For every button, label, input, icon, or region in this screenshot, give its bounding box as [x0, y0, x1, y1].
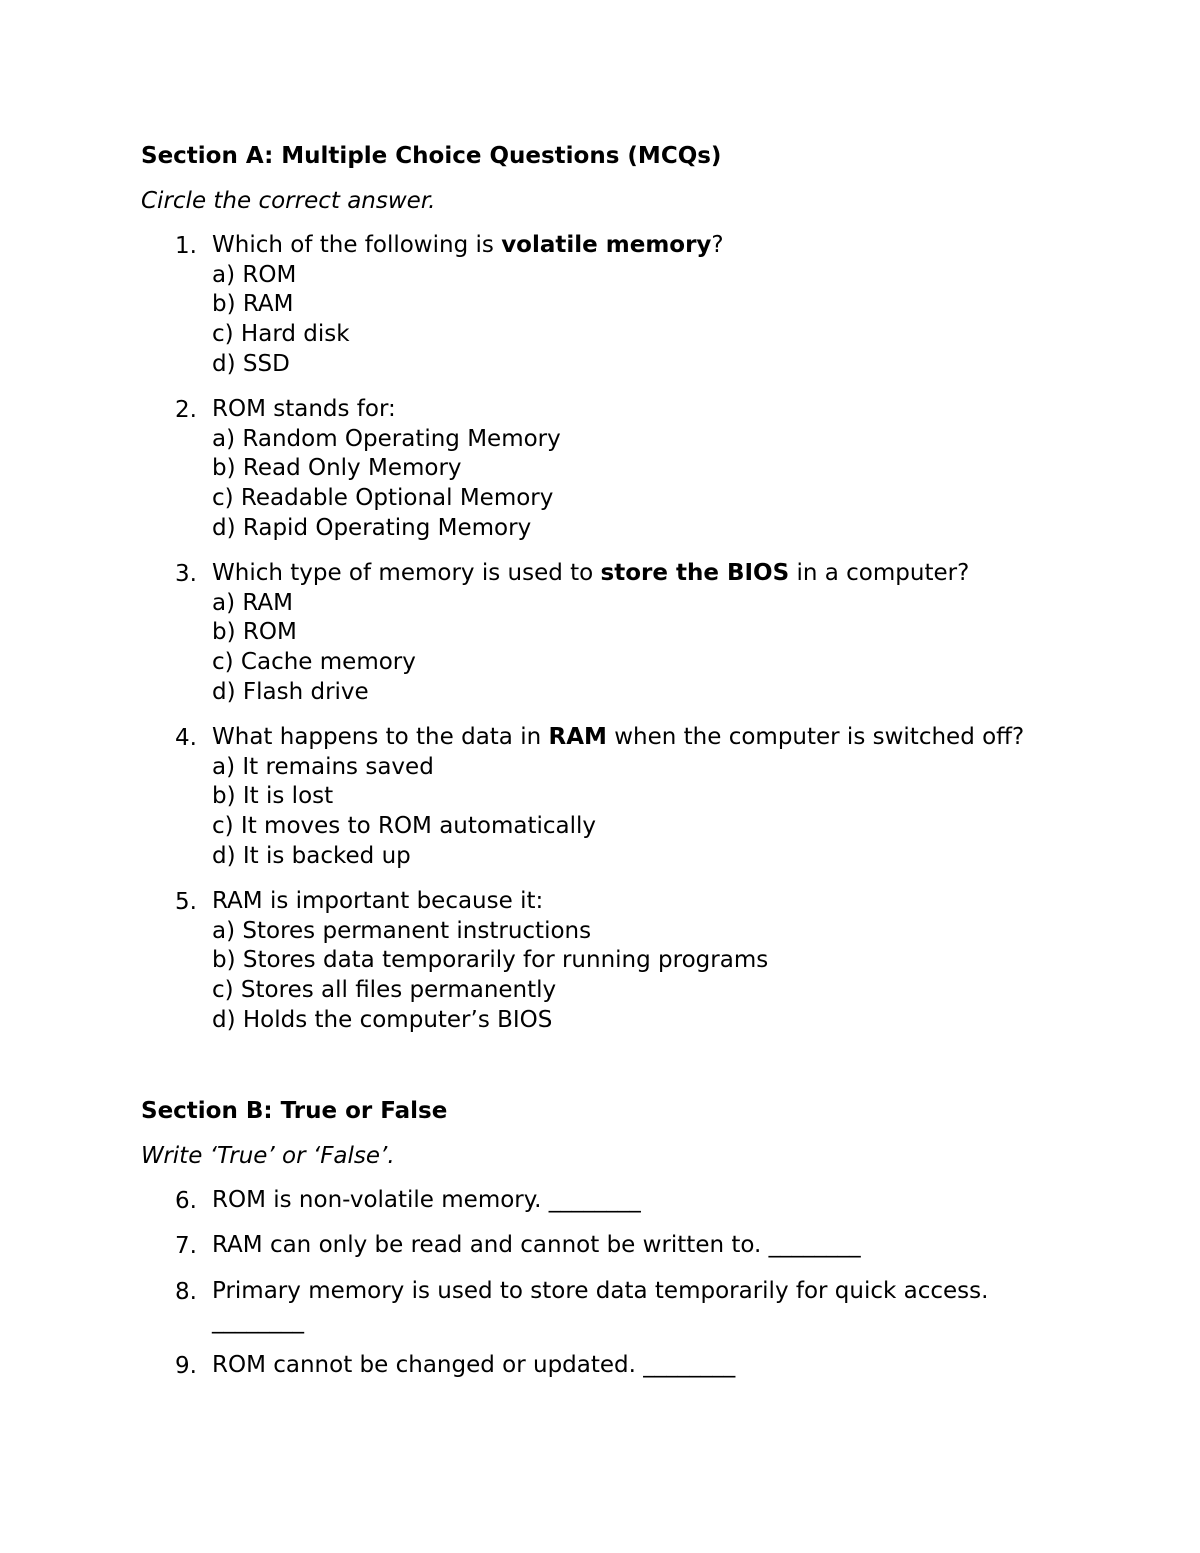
question-body: [212, 231, 1112, 380]
question-stem: [212, 887, 1112, 917]
question-statement: Primary memory is used to store data temporarily for quick access.: [212, 1278, 989, 1304]
stem-text: in a computer?: [789, 560, 970, 586]
option-c[interactable]: c) Cache memory: [212, 649, 416, 676]
option-b[interactable]: b) RAM: [212, 291, 294, 318]
option-a[interactable]: a) ROM: [212, 261, 297, 288]
question-number: 5.: [175, 889, 197, 915]
stem-text: ROM stands for:: [212, 396, 396, 422]
question-body: [212, 1351, 1112, 1381]
option-a[interactable]: a) Random Operating Memory: [212, 425, 561, 452]
stem-text: Which type of memory is used to: [212, 560, 601, 586]
question-body: [212, 723, 1112, 872]
question-number: 1.: [175, 233, 197, 259]
stem-emphasis: volatile memory: [501, 232, 712, 258]
question-body: [212, 1186, 1112, 1216]
option-a[interactable]: a) It remains saved: [212, 753, 434, 780]
section-b-instruction: Write ‘True’ or ‘False’.: [141, 1143, 395, 1169]
option-d[interactable]: d) Holds the computer’s BIOS: [212, 1006, 553, 1033]
stem-emphasis: store the BIOS: [600, 560, 790, 586]
option-c[interactable]: c) It moves to ROM automatically: [212, 813, 597, 840]
question-body: [212, 559, 1112, 708]
option-a[interactable]: a) Stores permanent instructions: [212, 917, 592, 944]
question-statement[interactable]: ROM cannot be changed or updated. ________: [212, 1352, 736, 1378]
option-a[interactable]: a) RAM: [212, 589, 294, 616]
question-number: 6.: [175, 1188, 197, 1214]
option-d[interactable]: d) Flash drive: [212, 678, 369, 705]
stem-text: ?: [711, 232, 724, 258]
option-b[interactable]: b) ROM: [212, 619, 297, 646]
option-d[interactable]: d) Rapid Operating Memory: [212, 514, 532, 541]
question-body: [212, 1231, 1112, 1261]
question-statement[interactable]: RAM can only be read and cannot be written to. ________: [212, 1232, 861, 1258]
question-body: [212, 395, 1112, 544]
section-a-heading: Section A: Multiple Choice Questions (MCQs): [141, 143, 722, 169]
section-b-heading: Section B: True or False: [141, 1098, 448, 1124]
question-number: 3.: [175, 561, 197, 587]
question-stem: [212, 559, 1112, 589]
stem-text: What happens to the data in: [212, 724, 549, 750]
question-number: 8.: [175, 1279, 197, 1305]
stem-text: RAM is important because it:: [212, 888, 544, 914]
question-body: [212, 1277, 1112, 1336]
option-b[interactable]: b) Read Only Memory: [212, 455, 462, 482]
option-b[interactable]: b) It is lost: [212, 783, 334, 810]
option-d[interactable]: d) SSD: [212, 350, 290, 377]
option-b[interactable]: b) Stores data temporarily for running programs: [212, 947, 769, 974]
question-statement[interactable]: ROM is non-volatile memory. ________: [212, 1187, 641, 1213]
option-c[interactable]: c) Hard disk: [212, 321, 350, 348]
question-number: 2.: [175, 397, 197, 423]
stem-text: Which of the following is: [212, 232, 502, 258]
stem-emphasis: RAM: [548, 724, 607, 750]
question-body: [212, 887, 1112, 1036]
question-number: 4.: [175, 725, 197, 751]
question-stem: [212, 723, 1112, 753]
section-a-instruction: Circle the correct answer.: [141, 188, 436, 214]
question-number: 9.: [175, 1353, 197, 1379]
option-d[interactable]: d) It is backed up: [212, 842, 411, 869]
question-stem: [212, 395, 1112, 425]
option-c[interactable]: c) Stores all files permanently: [212, 977, 557, 1004]
stem-text: when the computer is switched off?: [606, 724, 1025, 750]
question-number: 7.: [175, 1233, 197, 1259]
answer-blank[interactable]: ________: [212, 1307, 304, 1334]
question-stem: [212, 231, 1112, 261]
option-c[interactable]: c) Readable Optional Memory: [212, 485, 554, 512]
